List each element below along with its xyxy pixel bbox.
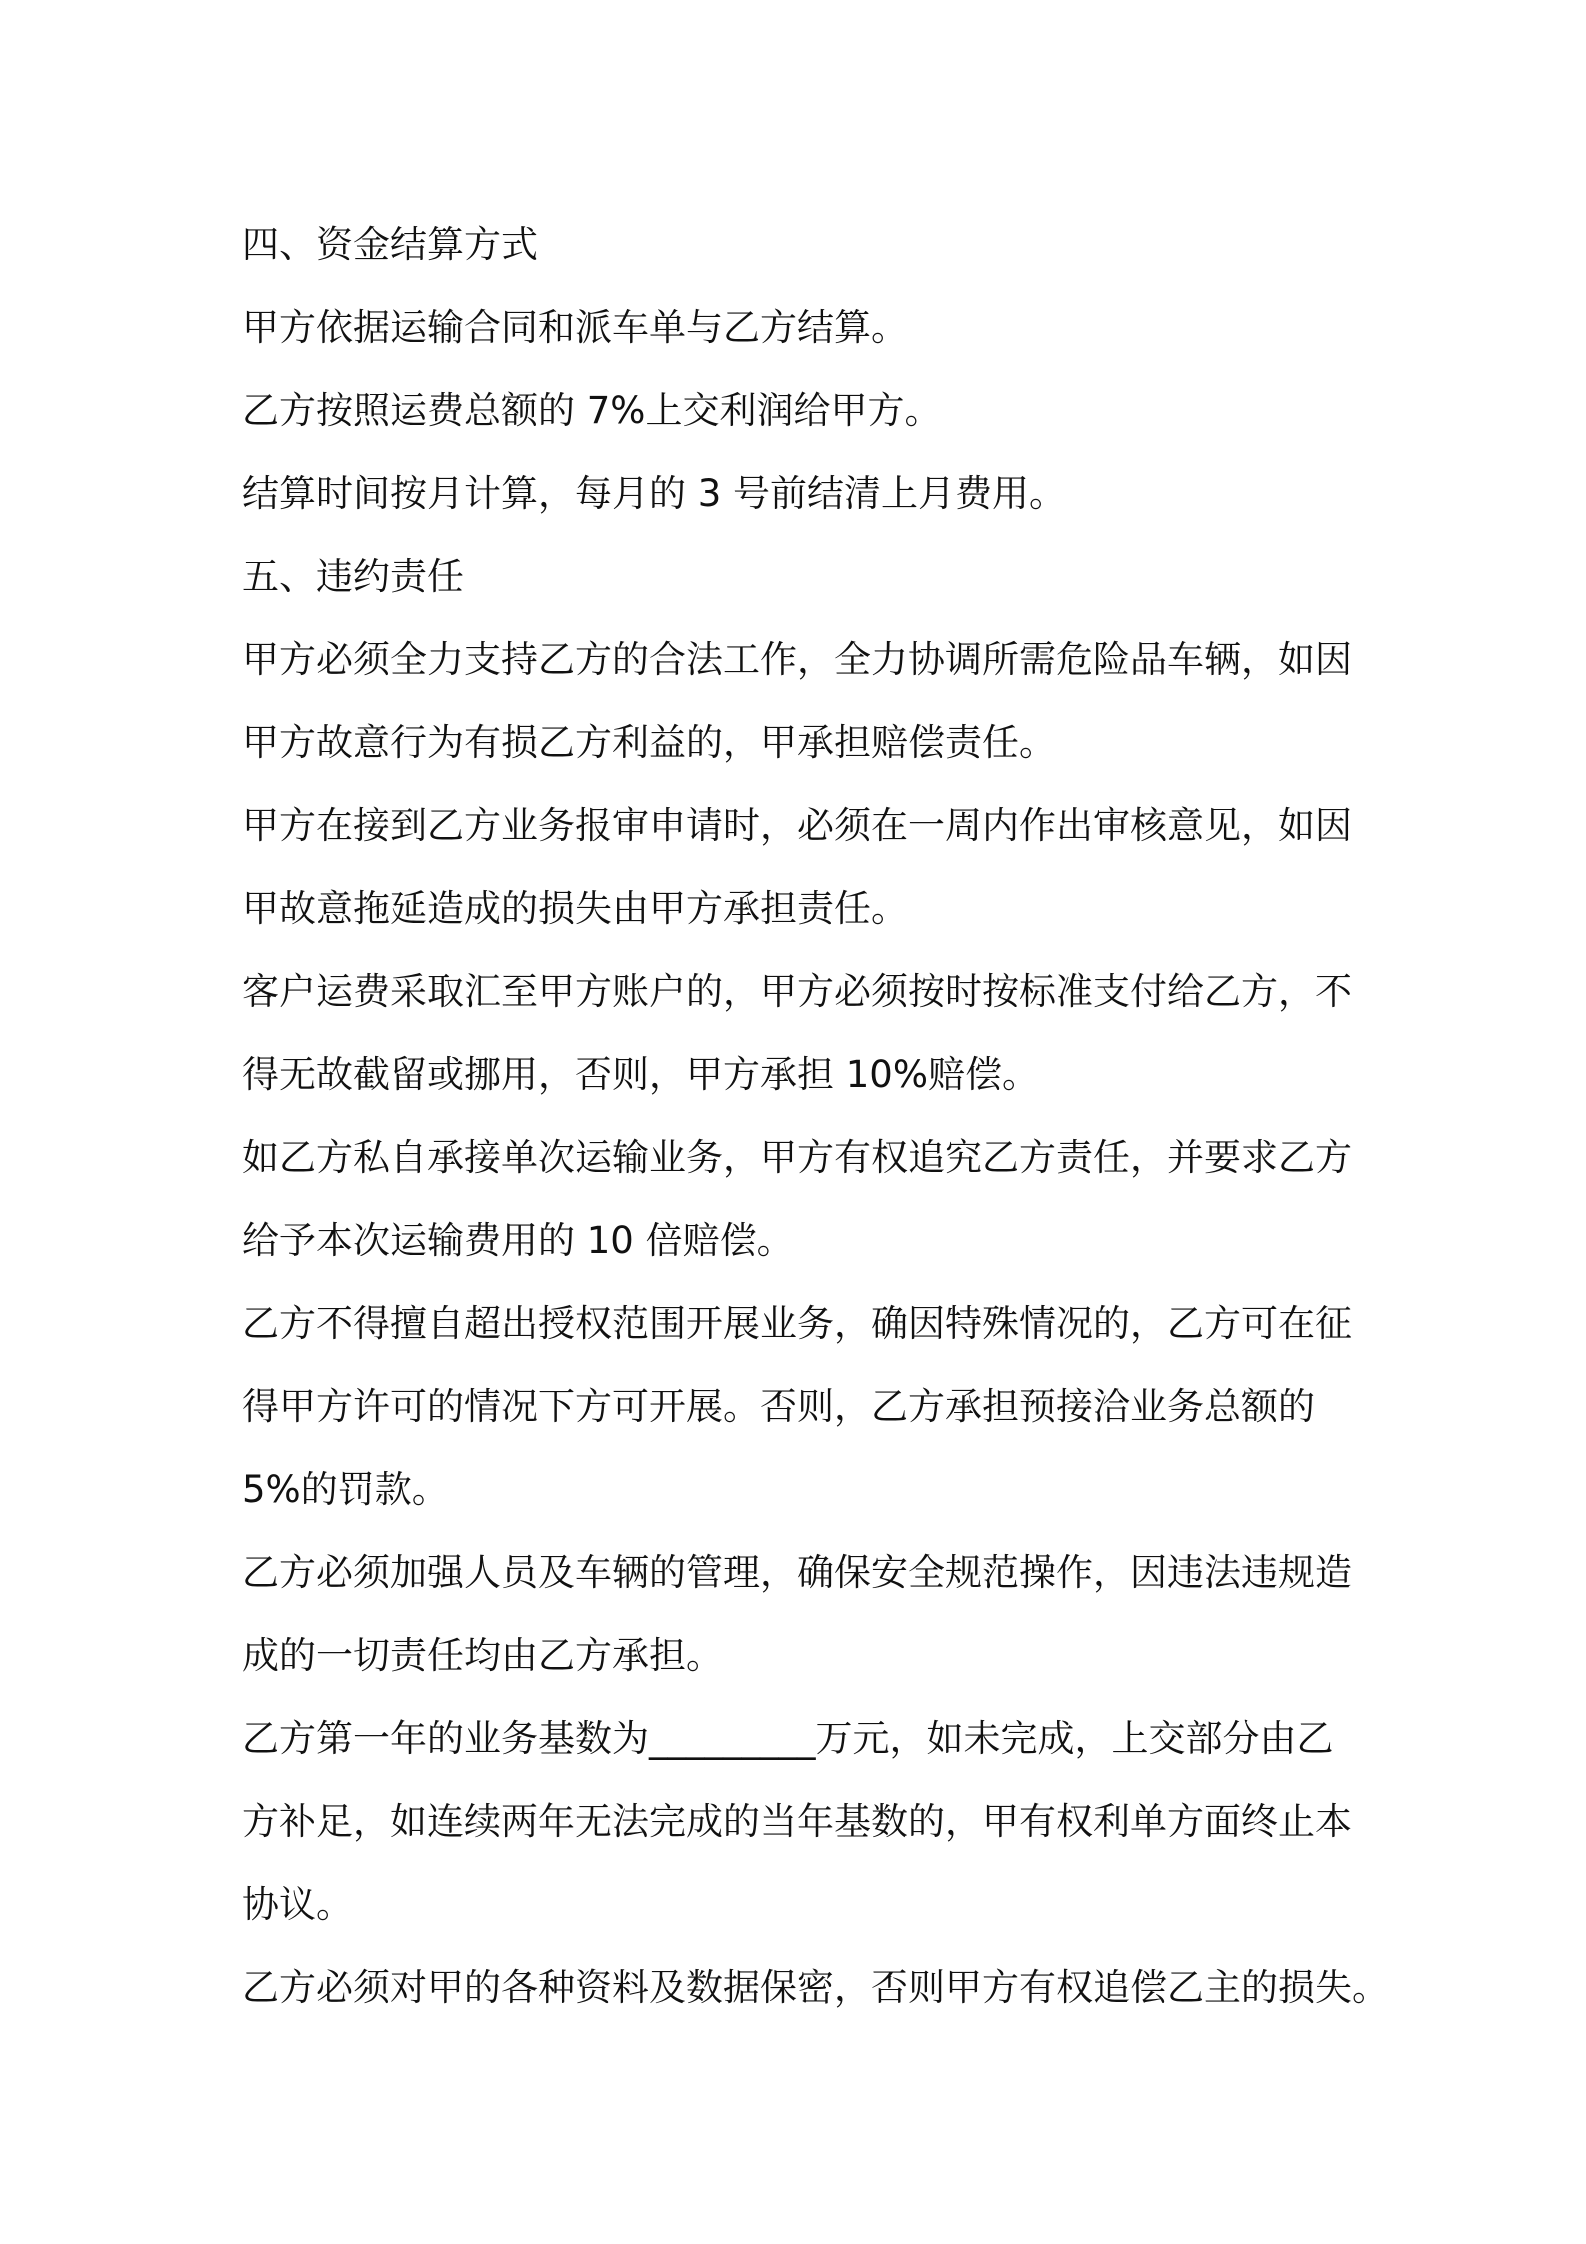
section-4-line-2: 乙方按照运费总额的 7%上交利润给甲方。 [242, 389, 942, 432]
section-5-line-1: 甲方必须全力支持乙方的合法工作，全力协调所需危险品车辆，如因 [242, 638, 1352, 681]
section-5-line-3: 甲方在接到乙方业务报审申请时，必须在一周内作出审核意见，如因 [242, 804, 1352, 847]
section-4-line-1: 甲方依据运输合同和派车单与乙方结算。 [242, 306, 908, 349]
section-5-line-13: 成的一切责任均由乙方承担。 [242, 1634, 723, 1677]
section-5-line-9: 乙方不得擅自超出授权范围开展业务，确因特殊情况的，乙方可在征 [242, 1302, 1352, 1345]
section-5-line-15: 方补足，如连续两年无法完成的当年基数的，甲有权利单方面终止本 [242, 1800, 1352, 1843]
section-5-line-2: 甲方故意行为有损乙方利益的，甲承担赔偿责任。 [242, 721, 1056, 764]
section-4-line-3: 结算时间按月计算，每月的 3 号前结清上月费用。 [242, 472, 1067, 515]
section-5-line-6: 得无故截留或挪用，否则，甲方承担 10%赔偿。 [242, 1053, 1039, 1096]
section-5-line-12: 乙方必须加强人员及车辆的管理，确保安全规范操作，因违法违规造 [242, 1551, 1352, 1594]
section-5-line-10: 得甲方许可的情况下方可开展。否则，乙方承担预接洽业务总额的 [242, 1385, 1315, 1428]
section-5-line-17: 乙方必须对甲的各种资料及数据保密，否则甲方有权追偿乙主的损失。 [242, 1966, 1389, 2009]
section-5-line-4: 甲故意拖延造成的损失由甲方承担责任。 [242, 887, 908, 930]
section-5-line-14: 乙方第一年的业务基数为_________万元，如未完成，上交部分由乙 [242, 1717, 1334, 1760]
section-5-line-8: 给予本次运输费用的 10 倍赔偿。 [242, 1219, 794, 1262]
section-5-heading: 五、违约责任 [242, 555, 464, 598]
section-4-heading: 四、资金结算方式 [242, 223, 538, 266]
section-5-line-11: 5%的罚款。 [242, 1468, 449, 1511]
section-5-line-16: 协议。 [242, 1883, 353, 1926]
section-5-line-7: 如乙方私自承接单次运输业务，甲方有权追究乙方责任，并要求乙方 [242, 1136, 1352, 1179]
section-5-line-5: 客户运费采取汇至甲方账户的，甲方必须按时按标准支付给乙方，不 [242, 970, 1352, 1013]
